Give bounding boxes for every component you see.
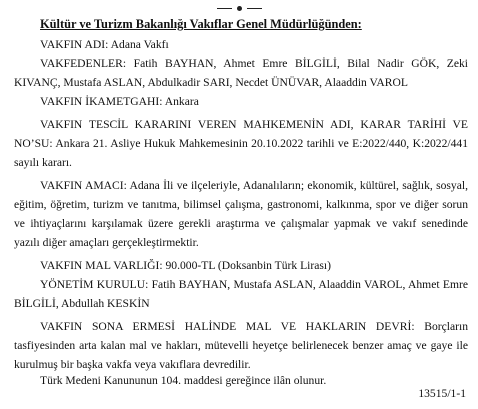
legal-basis: Türk Medeni Kanununun 104. maddesi gereğince ilân olunur. — [40, 374, 327, 387]
separator-line-right — [247, 8, 262, 9]
section-separator — [0, 2, 478, 14]
foundation-assets: VAKFIN MAL VARLIĞI: 90.000-TL (Doksanbin Türk Lirası) — [40, 259, 332, 272]
foundation-purpose: VAKFIN AMACI: Adana İli ve ilçeleriyle, Adanalıların; ekonomik, kültürel, sağlık, sosyal, eğitim, öğretim, turizm ve tanıtma, bilimsel çalışma, gastronomi, kalkınma, spor ve diğer sorun ve ihtiyaçlarını karşılamak üzere gerekli araştırma ve çalışmalar yapmak ve vakıf senedinde yazılı diğer amaçları gerçekleştirmektir. — [14, 179, 468, 249]
reference-number: 13515/1-1 — [418, 387, 466, 400]
separator-line-left — [217, 8, 232, 9]
dissolution-transfer: VAKFIN SONA ERMESİ HALİNDE MAL VE HAKLARIN DEVRİ: Borçların tasfiyesinden arta kalan mal ve hakları, mütevelli heyetçe belirlenecek benzer amaç ve gaye ile kurulmuş bir başka vakfa veya vakıflara devredilir. — [14, 320, 468, 371]
board-of-directors: YÖNETİM KURULU: Fatih BAYHAN, Mustafa ASLAN, Alaaddin VAROL, Ahmet Emre BİLGİLİ, Abdullah KESKİN — [14, 278, 468, 310]
foundation-residence: VAKFIN İKAMETGAHI: Ankara — [40, 95, 199, 108]
registration-decision: VAKFIN TESCİL KARARINI VEREN MAHKEMENİN ADI, KARAR TARİHİ VE NO’SU: Ankara 21. Asliye Hukuk Mahkemesinin 20.10.2022 tarihli ve E:2022/440, K:2022/441 sayılı kararı. — [14, 118, 468, 169]
announcement-heading: Kültür ve Turizm Bakanlığı Vakıflar Genel Müdürlüğünden: — [40, 17, 362, 31]
separator-dot — [237, 6, 242, 11]
founders: VAKFEDENLER: Fatih BAYHAN, Ahmet Emre BİLGİLİ, Bilal Nadir GÖK, Zeki KIVANÇ, Mustafa ASLAN, Abdulkadir SARI, Necdet ÜNÜVAR, Alaaddin VAROL — [14, 57, 468, 89]
foundation-name: VAKFIN ADI: Adana Vakfı — [40, 38, 169, 51]
